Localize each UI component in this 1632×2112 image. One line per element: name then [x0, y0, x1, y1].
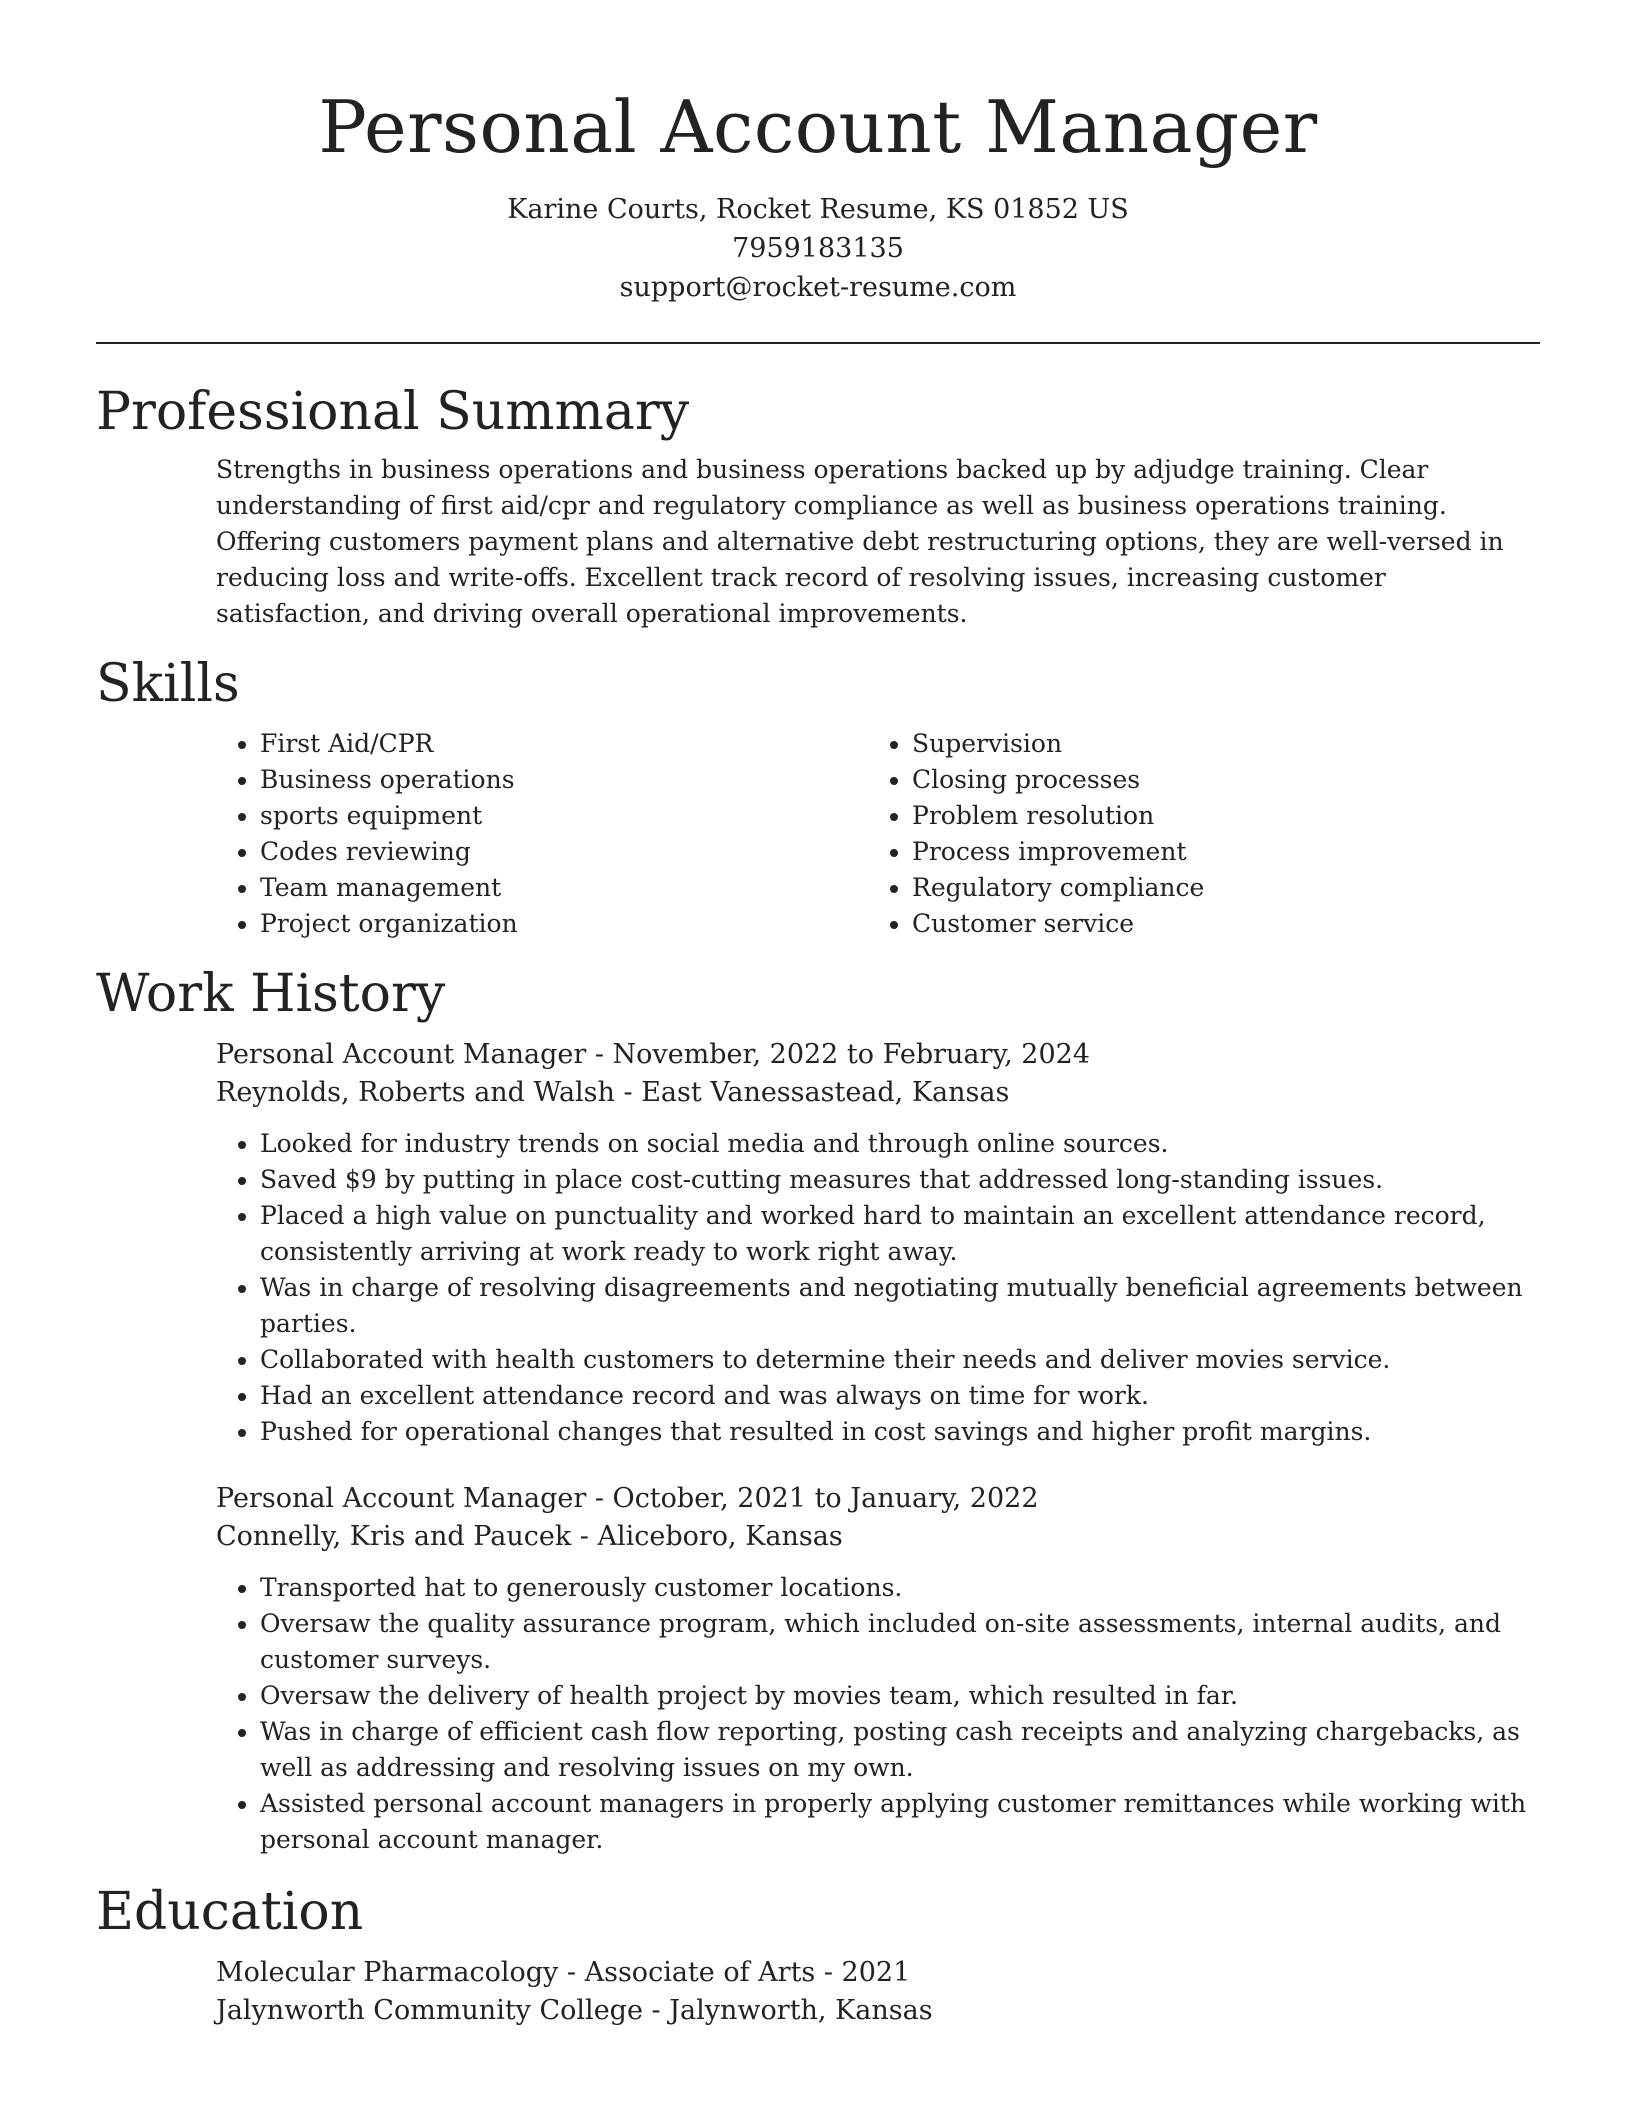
job-company: Reynolds, Roberts and Walsh — [216, 1077, 615, 1108]
job-bullet: • Was in charge of resolving disagreements and negotiating mutually beneficial agreements between parties. — [260, 1270, 1540, 1342]
education-school-line — [216, 1992, 1540, 2030]
contact-phone: 7959183135 — [732, 233, 904, 264]
education-section — [96, 1880, 1540, 2030]
skill-item: • sports equipment — [260, 798, 868, 834]
skill-item: • Supervision — [912, 726, 1520, 762]
job-bullet: • Oversaw the delivery of health project by movies team, which resulted in far. — [260, 1678, 1540, 1714]
education-entry — [96, 1954, 1540, 2030]
education-school: Jalynworth Community College — [216, 1995, 643, 2026]
job-bullet: • Oversaw the quality assurance program, which included on-site assessments, internal audits, and customer surveys. — [260, 1606, 1540, 1678]
job-entry — [96, 1480, 1540, 1858]
job-bullet: • Placed a high value on punctuality and worked hard to maintain an excellent attendance record, consistently arriving at work ready to work right away. — [260, 1198, 1540, 1270]
job-bullets — [216, 1570, 1540, 1858]
skill-item: • Process improvement — [912, 834, 1520, 870]
skill-item: • Closing processes — [912, 762, 1520, 798]
summary-section — [96, 380, 1540, 632]
job-bullet: • Assisted personal account managers in properly applying customer remittances while working with personal account manager. — [260, 1786, 1540, 1858]
skill-item: • First Aid/CPR — [260, 726, 868, 762]
contact-address: Karine Courts, Rocket Resume, KS 01852 US — [507, 194, 1129, 225]
skills-column-right — [868, 726, 1520, 942]
resume-header — [96, 0, 1540, 307]
job-dates: - November, 2022 to February, 2024 — [586, 1039, 1090, 1070]
job-title: Personal Account Manager — [216, 1483, 587, 1514]
job-title: Personal Account Manager — [216, 1039, 587, 1070]
skills-column-left — [216, 726, 868, 942]
job-bullet: • Pushed for operational changes that resulted in cost savings and higher profit margins. — [260, 1414, 1540, 1450]
work-history-section — [96, 962, 1540, 1858]
summary-heading: Professional Summary — [96, 382, 690, 442]
job-location: - Aliceboro, Kansas — [571, 1521, 843, 1552]
education-degree: Molecular Pharmacology - Associate of Arts - 2021 — [216, 1957, 911, 1988]
job-bullet: • Saved $9 by putting in place cost-cutting measures that addressed long-standing issues. — [260, 1162, 1540, 1198]
summary-text: Strengths in business operations and business operations backed up by adjudge training. Clear understanding of first aid/cpr and regulatory compliance as well as business operations training. Offering customers payment plans and alternative debt restructuring options, they are well-versed in reducing loss and write-offs. Excellent track record of resolving issues, increasing customer satisfaction, and driving overall operational improvements. — [216, 455, 1504, 628]
skills-list — [96, 726, 1540, 942]
job-company-line — [216, 1074, 1540, 1112]
job-bullet: • Collaborated with health customers to determine their needs and deliver movies service. — [260, 1342, 1540, 1378]
contact-email: support@rocket-resume.com — [619, 272, 1017, 303]
candidate-name: Personal Account Manager — [318, 85, 1318, 169]
skill-item: • Problem resolution — [912, 798, 1520, 834]
skills-section — [96, 652, 1540, 942]
skill-item: • Regulatory compliance — [912, 870, 1520, 906]
skill-item: • Project organization — [260, 906, 868, 942]
header-divider — [96, 342, 1540, 344]
job-location: - East Vanessastead, Kansas — [614, 1077, 1010, 1108]
work-history-heading: Work History — [96, 964, 446, 1024]
job-bullets — [216, 1126, 1540, 1450]
job-bullet: • Had an excellent attendance record and was always on time for work. — [260, 1378, 1540, 1414]
job-company-line — [216, 1518, 1540, 1556]
contact-info — [96, 190, 1540, 307]
job-title-line — [216, 1036, 1540, 1074]
job-entry — [96, 1036, 1540, 1450]
job-bullet: • Looked for industry trends on social media and through online sources. — [260, 1126, 1540, 1162]
resume-page — [96, 0, 1540, 2030]
job-title-line — [216, 1480, 1540, 1518]
skill-item: • Codes reviewing — [260, 834, 868, 870]
skill-item: • Business operations — [260, 762, 868, 798]
skill-item: • Customer service — [912, 906, 1520, 942]
education-location: - Jalynworth, Kansas — [642, 1995, 933, 2026]
skill-item: • Team management — [260, 870, 868, 906]
job-bullet: • Transported hat to generously customer locations. — [260, 1570, 1540, 1606]
skills-heading: Skills — [96, 654, 240, 714]
education-heading: Education — [96, 1882, 364, 1942]
job-bullet: • Was in charge of efficient cash flow reporting, posting cash receipts and analyzing chargebacks, as well as addressing and resolving issues on my own. — [260, 1714, 1540, 1786]
job-company: Connelly, Kris and Paucek — [216, 1521, 572, 1552]
job-dates: - October, 2021 to January, 2022 — [586, 1483, 1039, 1514]
